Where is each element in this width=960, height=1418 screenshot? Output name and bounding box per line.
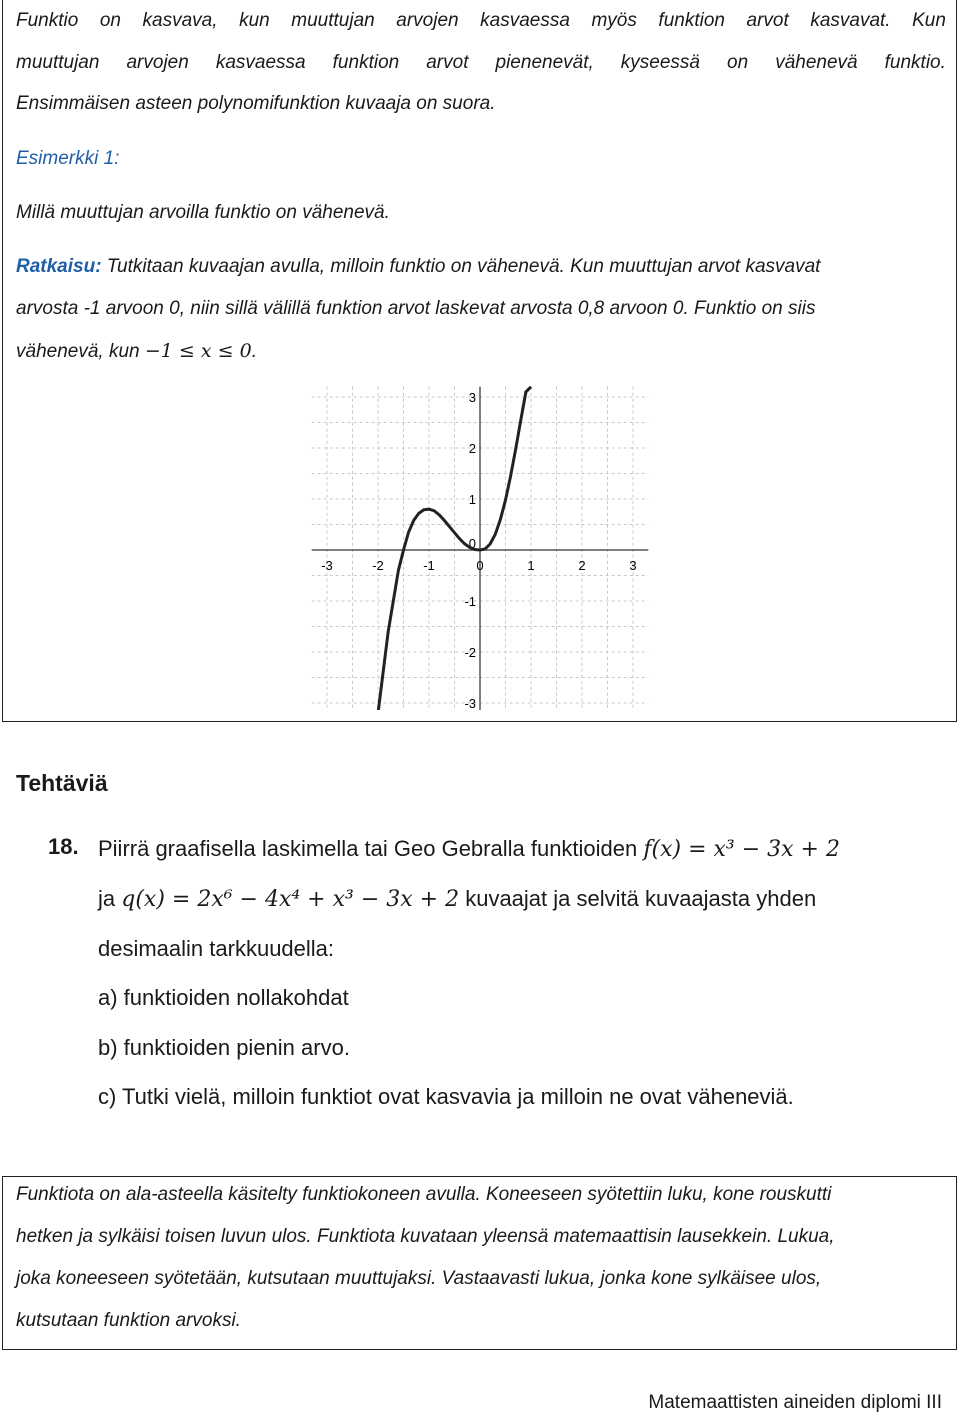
x-tick-label: -1 bbox=[423, 558, 435, 573]
y-tick-label: 3 bbox=[468, 390, 476, 405]
definition-line-2: hetken ja sylkäisi toisen luvun ulos. Funktiota kuvataan yleensä matemaattisin lausekkein. Lukua, bbox=[16, 1226, 835, 1247]
x-tick-label: 3 bbox=[629, 558, 637, 573]
inequality-math: −1 ≤ x ≤ 0 bbox=[144, 340, 252, 362]
example-question: Millä muuttujan arvoilla funktio on vähenevä. bbox=[16, 202, 390, 223]
x-tick-label: 1 bbox=[527, 558, 535, 573]
definition-line-1: Funktiota on ala-asteella käsitelty funktiokoneen avulla. Koneeseen syötettiin luku, kone rouskutti bbox=[16, 1184, 832, 1205]
intro-line-1: Funktio on kasvava, kun muuttujan arvojen kasvaessa myös funktion arvot kasvavat. Kun bbox=[16, 10, 946, 31]
y-tick-label: -1 bbox=[464, 594, 476, 609]
exercise-line-2: ja q(x) = 2x⁶ − 4x⁴ + x³ − 3x + 2 kuvaajat ja selvitä kuvaajasta yhden bbox=[98, 886, 817, 912]
y-tick-label: 1 bbox=[468, 492, 476, 507]
x-tick-label: 0 bbox=[476, 558, 484, 573]
q-formula: q(x) = 2x⁶ − 4x⁴ + x³ − 3x + 2 bbox=[121, 887, 460, 912]
exercise-part-c: c) Tutki vielä, milloin funktiot ovat kasvavia ja milloin ne ovat väheneviä. bbox=[98, 1084, 794, 1109]
definition-line-3: joka koneeseen syötetään, kutsutaan muuttujaksi. Vastaavasti lukua, jonka kone sylkäisee ulos, bbox=[16, 1268, 822, 1289]
y-tick-label: -3 bbox=[464, 696, 476, 710]
solution-line-3: vähenevä, kun −1 ≤ x ≤ 0. bbox=[16, 340, 257, 362]
footer-text: Matemaattisten aineiden diplomi III bbox=[648, 1392, 942, 1413]
exercise-part-a: a) funktioiden nollakohdat bbox=[98, 985, 349, 1010]
intro-line-2: muuttujan arvojen kasvaessa funktion arvot pienenevät, kyseessä on vähenevä funktio. bbox=[16, 52, 946, 73]
exercise-line-1: Piirrä graafisella laskimella tai Geo Gebralla funktioiden f(x) = x³ − 3x + 2 bbox=[98, 836, 840, 862]
x-tick-label: 2 bbox=[578, 558, 586, 573]
x-tick-label: -2 bbox=[372, 558, 384, 573]
solution-line-1: Ratkaisu: Tutkitaan kuvaajan avulla, milloin funktio on vähenevä. Kun muuttujan arvot kasvavat bbox=[16, 256, 821, 277]
definition-line-4: kutsutaan funktion arvoksi. bbox=[16, 1310, 241, 1331]
y-tick-label: 0 bbox=[468, 536, 476, 551]
solution-label: Ratkaisu: bbox=[16, 256, 102, 277]
exercise-line-3: desimaalin tarkkuudella: bbox=[98, 936, 335, 961]
x-tick-label: -3 bbox=[321, 558, 333, 573]
solution-line-2: arvosta -1 arvoon 0, niin sillä välillä funktion arvot laskevat arvosta 0,8 arvoon 0. Funktio on siis bbox=[16, 298, 816, 319]
example-heading: Esimerkki 1: bbox=[16, 148, 120, 169]
y-tick-label: -2 bbox=[464, 645, 476, 660]
exercise-number: 18. bbox=[48, 834, 79, 859]
graph-axes bbox=[312, 387, 649, 710]
function-graph bbox=[300, 385, 660, 710]
intro-line-3: Ensimmäisen asteen polynomifunktion kuvaaja on suora. bbox=[16, 93, 496, 114]
y-tick-label: 2 bbox=[468, 441, 476, 456]
exercise-part-b: b) funktioiden pienin arvo. bbox=[98, 1035, 350, 1060]
f-formula: f(x) = x³ − 3x + 2 bbox=[643, 837, 840, 862]
exercises-heading: Tehtäviä bbox=[16, 770, 108, 796]
